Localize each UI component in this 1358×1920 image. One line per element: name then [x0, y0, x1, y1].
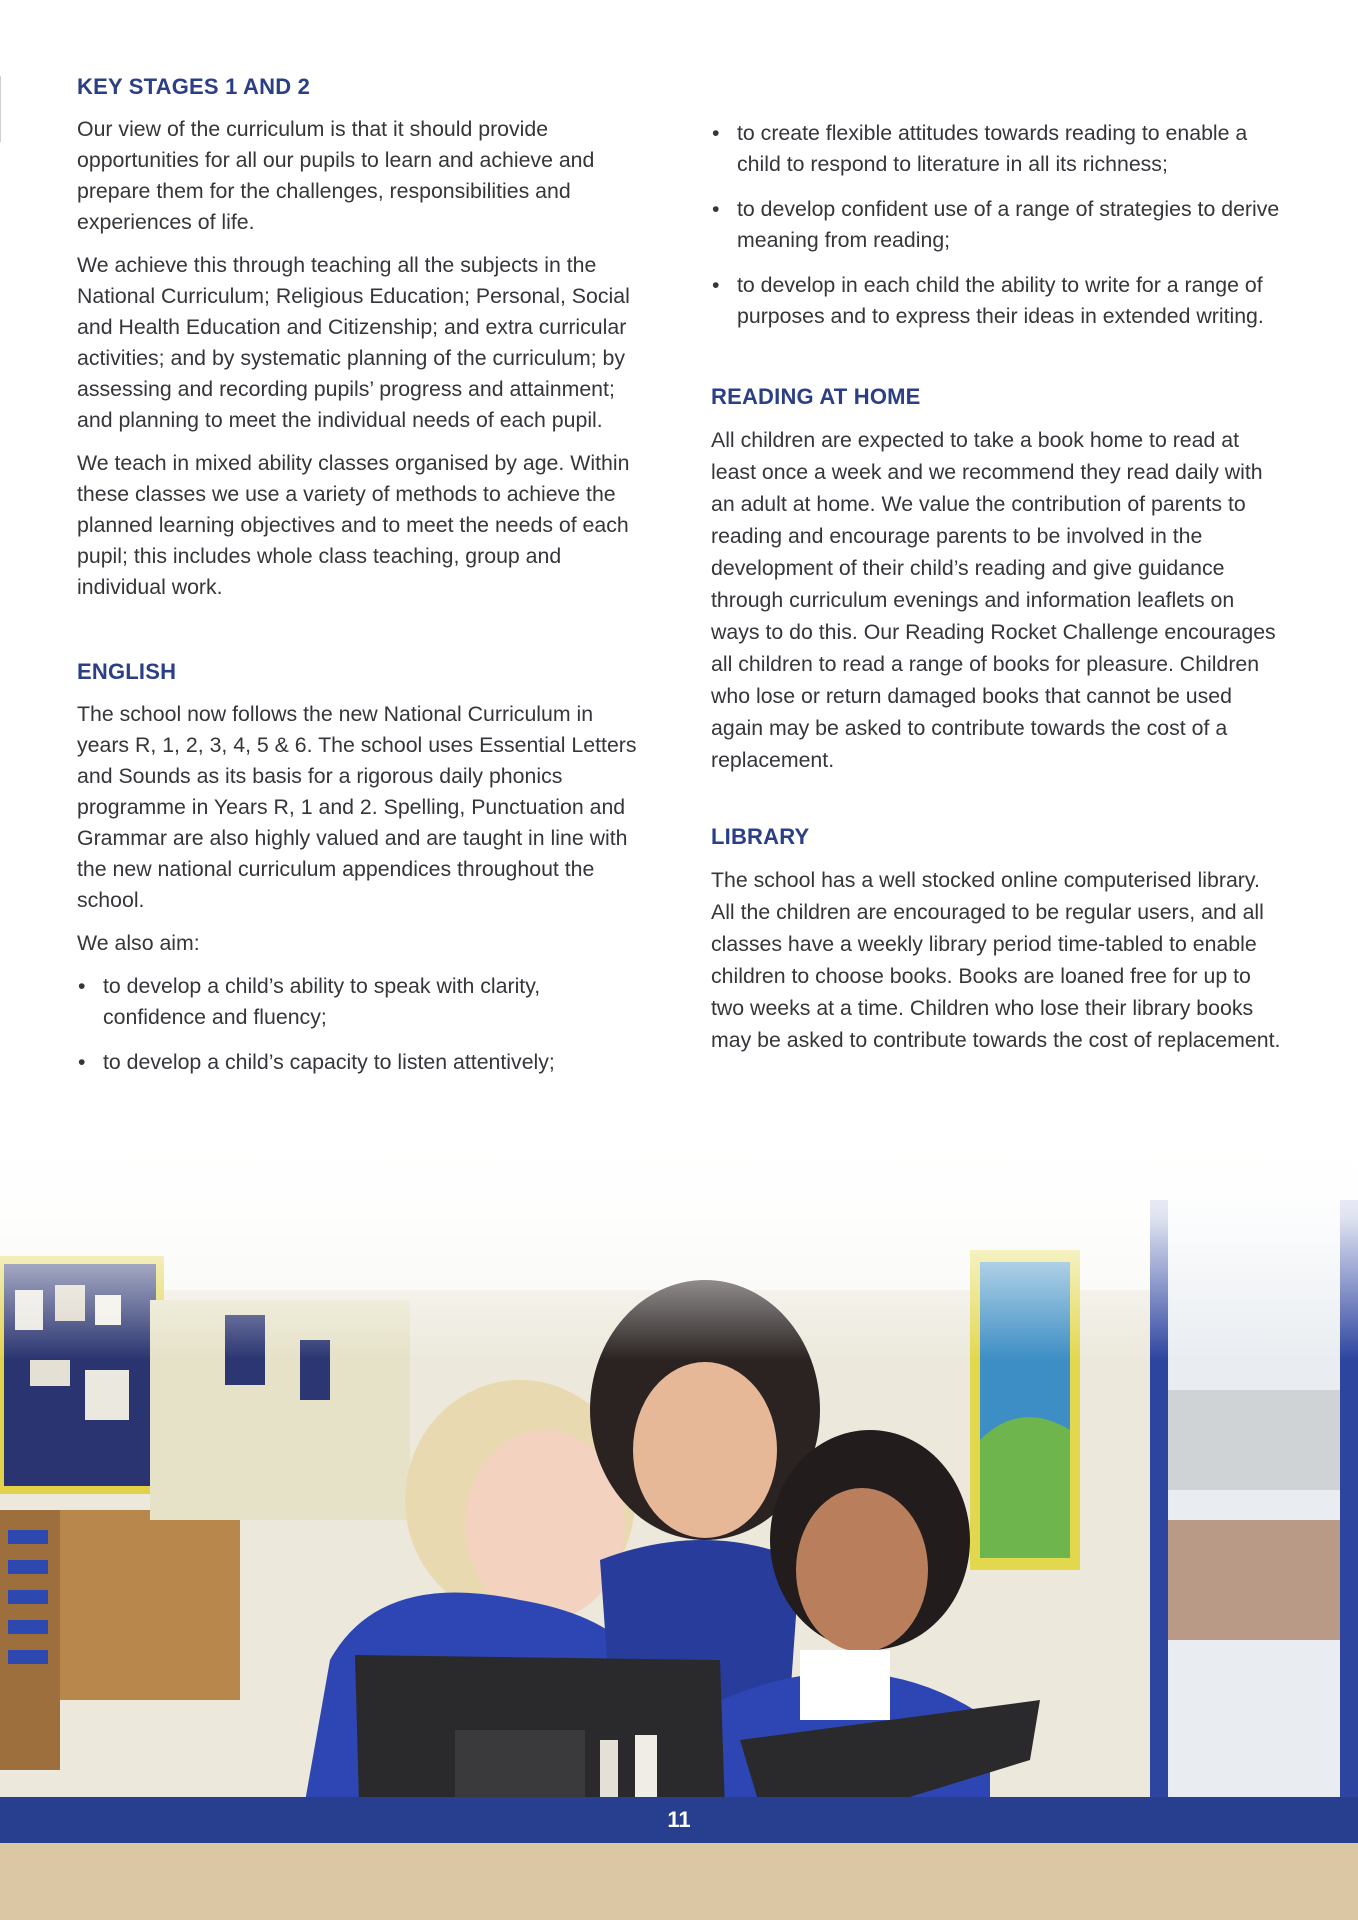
- key-stages-paragraph-2: We achieve this through teaching all the subjects in the National Curriculum; Religious Education; Personal, Social and Health Education and Citizenship; and extra curricular activities; and by systematic planning of the curriculum; by assessing and recording pupils’ progress and attainment; and planning to meet the individual needs of each pupil.: [77, 253, 630, 432]
- list-item: • to develop a child’s ability to speak with clarity, confidence and fluency;: [77, 971, 637, 1033]
- right-column: [711, 72, 1281, 1056]
- library-paragraph: The school has a well stocked online computerised library. All the children are encouraged to be regular users, and all classes have a weekly library period time-tabled to enable children to choose books. Books are loaned free for up to two weeks at a time. Children who lose their library books may be asked to contribute towards the cost of replacement.: [711, 868, 1281, 1052]
- english-aims-list-left: [77, 971, 637, 1078]
- english-heading: ENGLISH: [77, 659, 177, 684]
- english-aim-intro: We also aim:: [77, 931, 200, 955]
- list-item: • to create flexible attitudes towards reading to enable a child to respond to literature in all its richness;: [711, 118, 1281, 180]
- reading-at-home-paragraph: All children are expected to take a book home to read at least once a week and we recommend they read daily with an adult at home. We value the contribution of parents to reading and encourage parents to be involved in the development of their child’s reading and give guidance through curriculum evenings and information leaflets on ways to do this. Our Reading Rocket Challenge encourages all children to read a range of books for pleasure. Children who lose or return damaged books that cannot be used again may be asked to contribute towards the cost of a replacement.: [711, 428, 1276, 772]
- left-column: [77, 72, 637, 1078]
- footer-bar: [0, 1797, 1358, 1843]
- key-stages-heading: KEY STAGES 1 AND 2: [77, 74, 311, 99]
- photo-top-fade: [0, 1140, 1358, 1360]
- english-paragraph-1: The school now follows the new National Curriculum in years R, 1, 2, 3, 4, 5 & 6. The school uses Essential Letters and Sounds as its basis for a rigorous daily phonics programme in Years R, 1 and 2. Spelling, Punctuation and Grammar are also highly valued and are taught in line with the new national curriculum appendices throughout the school.: [77, 702, 637, 912]
- left-edge-mark: [0, 76, 1, 142]
- key-stages-paragraph-1: Our view of the curriculum is that it should provide opportunities for all our pupils to learn and achieve and prepare them for the challenges, responsibilities and experiences of life.: [77, 117, 595, 234]
- list-item: • to develop in each child the ability to write for a range of purposes and to express their ideas in extended writing.: [711, 270, 1281, 332]
- english-aims-list-right: [711, 118, 1281, 332]
- reading-at-home-heading: READING AT HOME: [711, 384, 921, 409]
- page-number: 11: [667, 1807, 691, 1832]
- library-heading: LIBRARY: [711, 824, 810, 849]
- list-item: • to develop a child’s capacity to listen attentively;: [77, 1047, 637, 1078]
- list-item: • to develop confident use of a range of strategies to derive meaning from reading;: [711, 194, 1281, 256]
- key-stages-paragraph-3: We teach in mixed ability classes organised by age. Within these classes we use a variety of methods to achieve the planned learning objectives and to meet the needs of each pupil; this includes whole class teaching, group and individual work.: [77, 451, 630, 599]
